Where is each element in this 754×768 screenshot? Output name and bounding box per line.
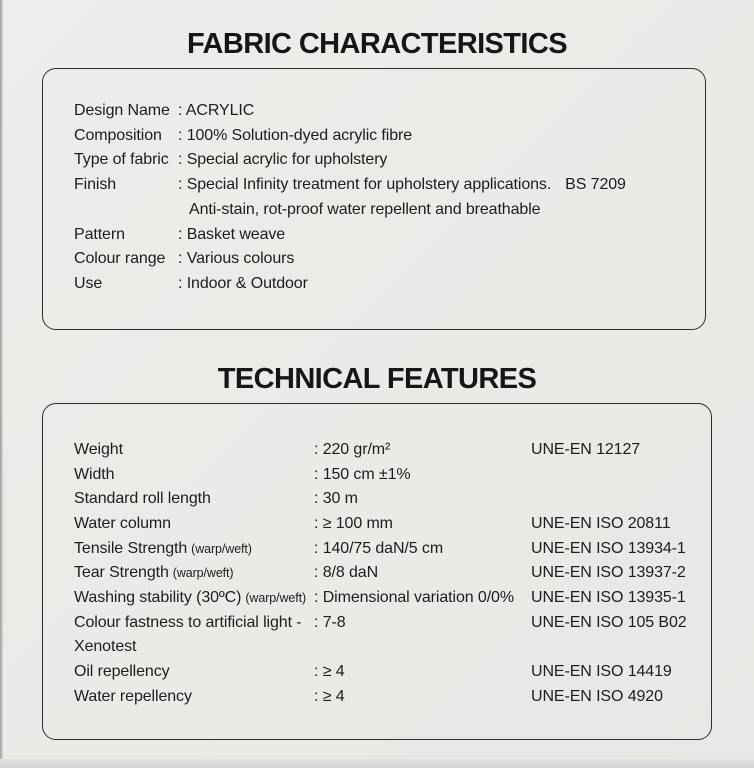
standard-ref [531,463,699,488]
label-text: Water repellency [74,687,192,705]
tech-row-weight [74,438,699,463]
field-label [74,586,314,611]
label-text: Xenotest [74,638,137,656]
label-small-text: (warp/weft) [172,566,234,581]
field-value: : Dimensional variation 0/0% [314,588,514,606]
field-label [74,561,314,586]
label-small-text: (warp/weft) [245,590,307,605]
label-text: Colour fastness to artificial light - [74,613,302,631]
field-value: : Indoor & Outdoor [178,274,308,292]
label-text: Tensile Strength [74,539,188,557]
field-label: Design Name [74,102,170,119]
field-value: : Various colours [178,250,295,268]
label-text: Tear Strength [74,564,169,582]
field-value: : 220 gr/m² [314,441,391,458]
fabric-row-use [74,272,689,297]
label-text: Washing stability (30ºC) [74,588,242,606]
tech-row-colour-fastness [74,611,699,636]
field-label: Composition [74,126,162,144]
fabric-characteristics-title: FABRIC CHARACTERISTICS [187,28,567,60]
standard-ref [531,487,699,512]
fabric-row-finish-line2 [74,198,689,223]
field-value: : 150 cm ±1% [314,465,411,483]
scan-edge-bottom [0,759,754,768]
fabric-row-type-of-fabric [74,148,689,173]
field-label [74,537,314,562]
field-value: : 8/8 daN [314,564,379,582]
fabric-row-design-name [74,99,689,124]
field-label [74,685,314,710]
field-label: Use [74,274,103,292]
label-text: Width [74,465,115,483]
standard-ref: UNE-EN ISO 4920 [531,687,663,705]
fabric-row-pattern [74,223,689,248]
field-label: Type of fabric [74,151,169,169]
standard-ref: UNE-EN ISO 105 B02 [531,613,687,631]
field-label [74,487,314,512]
field-label [74,512,314,537]
field-label [74,660,314,685]
finish-standard-ref: BS 7209 [565,176,626,194]
field-value: : Special acrylic for upholstery [178,151,388,169]
tech-row-oil-repellency [74,660,699,685]
field-label-empty [74,198,178,223]
tech-row-width [74,463,699,488]
fabric-row-colour-range [74,247,689,272]
field-label [74,611,314,636]
standard-ref: UNE-EN ISO 13937-2 [531,564,686,582]
tech-row-tear-strength [74,561,699,586]
field-value: : ACRYLIC [178,102,255,119]
tech-row-xenotest [74,635,699,660]
standard-ref: UNE-EN ISO 20811 [531,514,671,532]
standard-ref: UNE-EN ISO 14419 [531,662,672,680]
technical-features-panel [42,403,712,740]
label-text: Water column [74,514,171,532]
tech-row-standard-roll-length [74,487,699,512]
standard-ref: UNE-EN ISO 13935-1 [531,588,686,606]
tech-row-washing-stability [74,586,699,611]
technical-features-title: TECHNICAL FEATURES [217,363,537,395]
field-value: : 100% Solution-dyed acrylic fibre [178,126,413,144]
fabric-characteristics-panel [42,68,706,330]
field-value: : 7-8 [314,613,346,631]
finish-value-continuation: Anti-stain, rot-proof water repellent and breathable [189,200,541,218]
field-value: : ≥ 4 [314,687,345,705]
field-label [74,438,314,463]
label-small-text: (warp/weft) [191,541,252,556]
label-text: Weight [74,441,123,458]
tech-row-water-repellency [74,685,699,710]
fabric-row-finish [74,173,689,198]
tech-row-tensile-strength [74,537,699,562]
standard-ref: UNE-EN ISO 13934-1 [531,539,686,557]
field-value [178,173,689,198]
field-value: : Basket weave [178,225,286,243]
standard-ref [531,635,699,660]
field-value [314,635,531,660]
fabric-row-composition [74,124,689,149]
label-text: Standard roll length [74,490,211,508]
finish-value-text: : Special Infinity treatment for upholstery applications. [178,176,552,194]
tech-row-water-column [74,512,699,537]
label-text: Oil repellency [74,662,170,680]
field-label: Finish [74,176,117,194]
field-label [74,463,314,488]
field-value: : ≥ 4 [314,662,345,680]
field-label: Colour range [74,250,166,268]
field-label [74,635,314,660]
field-value: : ≥ 100 mm [314,514,393,532]
standard-ref: UNE-EN 12127 [531,441,641,458]
field-label: Pattern [74,225,125,243]
field-value: : 140/75 daN/5 cm [314,539,444,557]
field-value: : 30 m [314,490,358,508]
